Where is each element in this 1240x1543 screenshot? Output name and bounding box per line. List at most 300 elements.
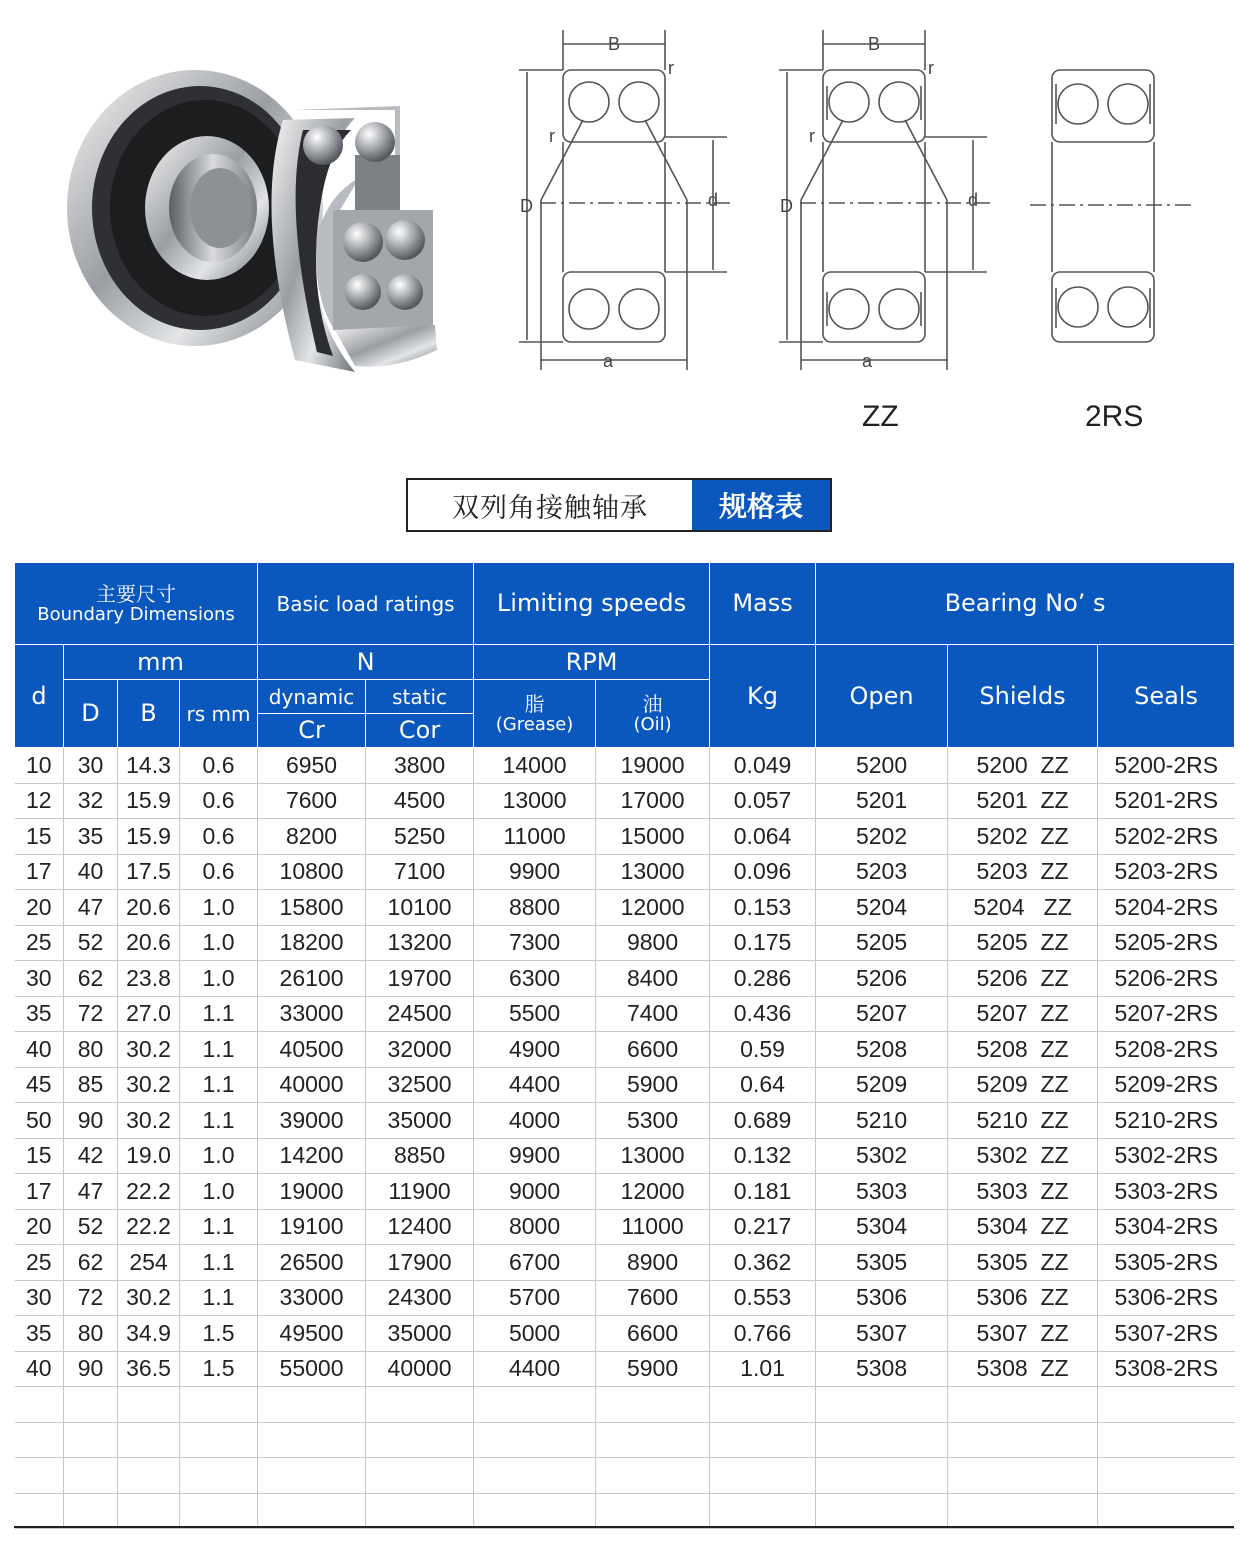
table-cell: 5900 (596, 1067, 710, 1103)
table-cell: 40 (64, 854, 118, 890)
table-cell: 0.286 (710, 961, 816, 997)
table-cell: 5207-2RS (1098, 996, 1235, 1032)
table-row (15, 819, 1235, 855)
table-cell: 5303 ZZ (948, 1174, 1098, 1210)
table-cell: 0.217 (710, 1209, 816, 1245)
table-cell: 5206-2RS (1098, 961, 1235, 997)
table-cell: 5207 (816, 996, 948, 1032)
spec-table-body (15, 748, 1235, 1529)
table-cell: 30.2 (118, 1032, 180, 1068)
table-cell: 5205 ZZ (948, 925, 1098, 961)
table-cell: 5203 ZZ (948, 854, 1098, 890)
table-cell: 5308 (816, 1351, 948, 1387)
table-cell: 7400 (596, 996, 710, 1032)
table-cell: 32 (64, 783, 118, 819)
table-cell: 17000 (596, 783, 710, 819)
table-cell: 5308 ZZ (948, 1351, 1098, 1387)
table-cell: 5208 (816, 1032, 948, 1068)
table-cell: 0.766 (710, 1316, 816, 1352)
empty-cell (64, 1422, 118, 1458)
table-row (15, 1138, 1235, 1174)
table-cell: 19000 (596, 748, 710, 784)
empty-cell (710, 1422, 816, 1458)
empty-cell (118, 1387, 180, 1423)
table-cell: 0.689 (710, 1103, 816, 1139)
empty-cell (816, 1422, 948, 1458)
table-cell: 7600 (596, 1280, 710, 1316)
table-cell: 8200 (258, 819, 366, 855)
table-cell: 30.2 (118, 1280, 180, 1316)
table-cell: 8800 (474, 890, 596, 926)
table-row (15, 748, 1235, 784)
table-cell: 14000 (474, 748, 596, 784)
table-row (15, 1103, 1235, 1139)
table-cell: 5200 ZZ (948, 748, 1098, 784)
table-cell: 5208 ZZ (948, 1032, 1098, 1068)
empty-cell (366, 1387, 474, 1423)
table-cell: 9800 (596, 925, 710, 961)
table-cell: 5307 ZZ (948, 1316, 1098, 1352)
table-cell: 25 (15, 1245, 64, 1281)
table-cell: 11000 (596, 1209, 710, 1245)
table-cell: 12 (15, 783, 64, 819)
table-cell: 5307-2RS (1098, 1316, 1235, 1352)
dim-label-B-zz: B (868, 34, 881, 54)
table-cell: 5209 (816, 1067, 948, 1103)
table-cell: 49500 (258, 1316, 366, 1352)
variant-label-2rs: 2RS (1085, 400, 1144, 433)
table-cell: 40 (15, 1351, 64, 1387)
empty-row (15, 1387, 1235, 1423)
table-cell: 39000 (258, 1103, 366, 1139)
empty-cell (948, 1422, 1098, 1458)
table-cell: 30 (64, 748, 118, 784)
table-cell: 5303 (816, 1174, 948, 1210)
empty-cell (1098, 1493, 1235, 1529)
table-cell: 35000 (366, 1103, 474, 1139)
table-cell: 4900 (474, 1032, 596, 1068)
table-cell: 14.3 (118, 748, 180, 784)
table-cell: 5700 (474, 1280, 596, 1316)
empty-cell (948, 1458, 1098, 1494)
table-cell: 5302 (816, 1138, 948, 1174)
table-cell: 1.5 (180, 1316, 258, 1352)
table-cell: 72 (64, 1280, 118, 1316)
table-cell: 5201-2RS (1098, 783, 1235, 819)
table-cell: 22.2 (118, 1209, 180, 1245)
bearing-section-drawings (505, 20, 1205, 390)
table-cell: 5203-2RS (1098, 854, 1235, 890)
table-cell: 5000 (474, 1316, 596, 1352)
table-cell: 33000 (258, 996, 366, 1032)
empty-cell (1098, 1422, 1235, 1458)
table-cell: 5300 (596, 1103, 710, 1139)
dim-label-B: B (608, 34, 621, 54)
dim-label-r-inner-zz: r (809, 126, 815, 146)
table-cell: 0.59 (710, 1032, 816, 1068)
table-cell: 5207 ZZ (948, 996, 1098, 1032)
table-cell: 4400 (474, 1351, 596, 1387)
table-cell: 17 (15, 1174, 64, 1210)
table-cell: 50 (15, 1103, 64, 1139)
empty-cell (710, 1458, 816, 1494)
table-cell: 4000 (474, 1103, 596, 1139)
header-boundary (15, 563, 258, 645)
table-cell: 5304 ZZ (948, 1209, 1098, 1245)
table-cell: 9900 (474, 1138, 596, 1174)
table-cell: 52 (64, 925, 118, 961)
table-cell: 0.553 (710, 1280, 816, 1316)
header-rpm: RPM (474, 645, 710, 680)
table-cell: 18200 (258, 925, 366, 961)
table-cell: 17.5 (118, 854, 180, 890)
table-cell: 40500 (258, 1032, 366, 1068)
table-cell: 1.0 (180, 1174, 258, 1210)
header-mm: mm (64, 645, 258, 680)
table-cell: 0.6 (180, 783, 258, 819)
table-cell: 0.181 (710, 1174, 816, 1210)
title-sub: 规格表 (692, 480, 830, 530)
table-cell: 1.1 (180, 1032, 258, 1068)
table-cell: 5302-2RS (1098, 1138, 1235, 1174)
table-cell: 3800 (366, 748, 474, 784)
empty-cell (474, 1387, 596, 1423)
table-cell: 1.1 (180, 1245, 258, 1281)
table-cell: 8400 (596, 961, 710, 997)
table-cell: 5305 (816, 1245, 948, 1281)
table-cell: 10 (15, 748, 64, 784)
table-cell: 90 (64, 1351, 118, 1387)
table-cell: 8000 (474, 1209, 596, 1245)
bearing-photo (55, 60, 445, 380)
dim-label-r-outer: r (668, 58, 674, 78)
header-static: static (366, 680, 474, 714)
header-oil-cn: 油 (642, 691, 663, 716)
empty-cell (64, 1458, 118, 1494)
table-cell: 32000 (366, 1032, 474, 1068)
table-cell: 26500 (258, 1245, 366, 1281)
table-cell: 5200 (816, 748, 948, 784)
table-cell: 52 (64, 1209, 118, 1245)
empty-cell (180, 1422, 258, 1458)
table-cell: 1.0 (180, 890, 258, 926)
table-cell: 5204 (816, 890, 948, 926)
dim-label-D-zz: D (780, 196, 793, 216)
table-cell: 11900 (366, 1174, 474, 1210)
table-row (15, 925, 1235, 961)
empty-cell (366, 1422, 474, 1458)
table-cell: 34.9 (118, 1316, 180, 1352)
table-cell: 62 (64, 1245, 118, 1281)
table-cell: 20 (15, 1209, 64, 1245)
table-cell: 13000 (596, 1138, 710, 1174)
table-cell: 0.6 (180, 854, 258, 890)
table-cell: 62 (64, 961, 118, 997)
table-cell: 1.1 (180, 996, 258, 1032)
table-cell: 11000 (474, 819, 596, 855)
header-shields: Shields (948, 645, 1098, 748)
header-dynamic: dynamic (258, 680, 366, 714)
table-cell: 5303-2RS (1098, 1174, 1235, 1210)
table-cell: 30 (15, 961, 64, 997)
table-cell: 19700 (366, 961, 474, 997)
empty-cell (596, 1493, 710, 1529)
empty-cell (15, 1458, 64, 1494)
variant-label-zz: ZZ (862, 400, 899, 433)
table-cell: 47 (64, 1174, 118, 1210)
table-cell: 5210-2RS (1098, 1103, 1235, 1139)
title-main: 双列角接触轴承 (452, 492, 648, 524)
table-cell: 1.1 (180, 1103, 258, 1139)
table-row (15, 1351, 1235, 1387)
table-cell: 19.0 (118, 1138, 180, 1174)
table-cell: 42 (64, 1138, 118, 1174)
header-seals: Seals (1098, 645, 1235, 748)
table-cell: 0.436 (710, 996, 816, 1032)
table-cell: 0.132 (710, 1138, 816, 1174)
table-cell: 5306 ZZ (948, 1280, 1098, 1316)
table-cell: 24500 (366, 996, 474, 1032)
table-cell: 5210 (816, 1103, 948, 1139)
empty-row (15, 1493, 1235, 1529)
table-cell: 5306 (816, 1280, 948, 1316)
dim-label-r-outer-zz: r (928, 58, 934, 78)
header-grease (474, 680, 596, 748)
table-cell: 5308-2RS (1098, 1351, 1235, 1387)
empty-cell (118, 1422, 180, 1458)
spec-table (14, 562, 1235, 1529)
table-cell: 0.057 (710, 783, 816, 819)
table-cell: 4400 (474, 1067, 596, 1103)
empty-cell (1098, 1458, 1235, 1494)
table-cell: 22.2 (118, 1174, 180, 1210)
table-cell: 5205-2RS (1098, 925, 1235, 961)
table-cell: 0.096 (710, 854, 816, 890)
table-cell: 6600 (596, 1032, 710, 1068)
table-cell: 30 (15, 1280, 64, 1316)
empty-cell (15, 1422, 64, 1458)
empty-cell (816, 1458, 948, 1494)
table-cell: 5202-2RS (1098, 819, 1235, 855)
dim-label-r-inner: r (549, 126, 555, 146)
table-row (15, 1032, 1235, 1068)
table-cell: 5500 (474, 996, 596, 1032)
table-row (15, 1280, 1235, 1316)
table-cell: 80 (64, 1032, 118, 1068)
table-cell: 90 (64, 1103, 118, 1139)
table-cell: 5205 (816, 925, 948, 961)
table-cell: 5306-2RS (1098, 1280, 1235, 1316)
table-cell: 0.049 (710, 748, 816, 784)
table-cell: 40000 (258, 1067, 366, 1103)
empty-cell (258, 1493, 366, 1529)
table-row (15, 1209, 1235, 1245)
table-cell: 20 (15, 890, 64, 926)
table-cell: 5204 ZZ (948, 890, 1098, 926)
table-cell: 35 (64, 819, 118, 855)
table-cell: 13000 (596, 854, 710, 890)
empty-cell (64, 1493, 118, 1529)
header-open: Open (816, 645, 948, 748)
header-kg: Kg (710, 645, 816, 748)
header-boundary-en: Boundary Dimensions (37, 603, 235, 625)
table-cell: 30.2 (118, 1103, 180, 1139)
empty-cell (180, 1458, 258, 1494)
table-cell: 1.01 (710, 1351, 816, 1387)
table-cell: 10800 (258, 854, 366, 890)
table-cell: 15 (15, 819, 64, 855)
empty-cell (64, 1387, 118, 1423)
table-cell: 32500 (366, 1067, 474, 1103)
dim-label-d: d (708, 190, 719, 210)
header-boundary-cn: 主要尺寸 (96, 581, 177, 606)
table-cell: 5203 (816, 854, 948, 890)
table-row (15, 783, 1235, 819)
dim-label-D: D (520, 196, 533, 216)
empty-cell (15, 1493, 64, 1529)
empty-cell (366, 1493, 474, 1529)
spec-table-title (406, 478, 832, 532)
empty-cell (816, 1493, 948, 1529)
table-cell: 5200-2RS (1098, 748, 1235, 784)
header-mass: Mass (710, 563, 816, 645)
table-cell: 5201 (816, 783, 948, 819)
table-cell: 5209 ZZ (948, 1067, 1098, 1103)
table-cell: 5208-2RS (1098, 1032, 1235, 1068)
empty-cell (258, 1422, 366, 1458)
table-cell: 5302 ZZ (948, 1138, 1098, 1174)
table-cell: 35000 (366, 1316, 474, 1352)
empty-cell (1098, 1387, 1235, 1423)
empty-cell (180, 1493, 258, 1529)
empty-cell (710, 1387, 816, 1423)
empty-cell (258, 1387, 366, 1423)
table-cell: 15000 (596, 819, 710, 855)
table-cell: 0.64 (710, 1067, 816, 1103)
table-cell: 72 (64, 996, 118, 1032)
empty-cell (366, 1458, 474, 1494)
table-cell: 8900 (596, 1245, 710, 1281)
header-oil-en: (Oil) (633, 713, 672, 735)
table-cell: 5202 ZZ (948, 819, 1098, 855)
table-cell: 13000 (474, 783, 596, 819)
table-cell: 13200 (366, 925, 474, 961)
table-cell: 1.0 (180, 961, 258, 997)
empty-cell (258, 1458, 366, 1494)
header-rs: rs mm (180, 680, 258, 748)
table-cell: 15 (15, 1138, 64, 1174)
empty-cell (596, 1458, 710, 1494)
header-oil (596, 680, 710, 748)
table-cell: 40000 (366, 1351, 474, 1387)
table-cell: 26100 (258, 961, 366, 997)
table-cell: 6300 (474, 961, 596, 997)
bottom-rule (14, 1526, 1234, 1528)
empty-cell (474, 1422, 596, 1458)
table-cell: 35 (15, 996, 64, 1032)
table-cell: 15.9 (118, 783, 180, 819)
table-cell: 1.0 (180, 1138, 258, 1174)
empty-cell (474, 1493, 596, 1529)
table-cell: 0.153 (710, 890, 816, 926)
header-bearing: Bearing No’ s (816, 563, 1235, 645)
table-row (15, 854, 1235, 890)
table-cell: 5305 ZZ (948, 1245, 1098, 1281)
table-row (15, 1316, 1235, 1352)
table-cell: 6950 (258, 748, 366, 784)
table-cell: 0.6 (180, 819, 258, 855)
dim-label-a-zz: a (862, 351, 873, 371)
table-cell: 24300 (366, 1280, 474, 1316)
table-cell: 4500 (366, 783, 474, 819)
header-d: d (15, 645, 64, 748)
table-cell: 19000 (258, 1174, 366, 1210)
table-cell: 20.6 (118, 890, 180, 926)
table-cell: 5307 (816, 1316, 948, 1352)
table-cell: 5204-2RS (1098, 890, 1235, 926)
table-cell: 15800 (258, 890, 366, 926)
table-cell: 5304 (816, 1209, 948, 1245)
table-cell: 15.9 (118, 819, 180, 855)
empty-cell (596, 1422, 710, 1458)
empty-row (15, 1422, 1235, 1458)
header-load: Basic load ratings (258, 563, 474, 645)
dim-label-a: a (603, 351, 614, 371)
table-cell: 25 (15, 925, 64, 961)
table-cell: 5305-2RS (1098, 1245, 1235, 1281)
table-cell: 80 (64, 1316, 118, 1352)
table-cell: 7100 (366, 854, 474, 890)
table-cell: 5206 (816, 961, 948, 997)
table-cell: 30.2 (118, 1067, 180, 1103)
table-cell: 36.5 (118, 1351, 180, 1387)
table-cell: 5201 ZZ (948, 783, 1098, 819)
table-cell: 1.1 (180, 1067, 258, 1103)
header-cor: Cor (366, 714, 474, 748)
table-cell: 12000 (596, 1174, 710, 1210)
table-row (15, 1174, 1235, 1210)
table-cell: 17 (15, 854, 64, 890)
table-cell: 12400 (366, 1209, 474, 1245)
table-cell: 23.8 (118, 961, 180, 997)
header-N: N (258, 645, 474, 680)
header-speeds: Limiting speeds (474, 563, 710, 645)
table-cell: 17900 (366, 1245, 474, 1281)
empty-cell (118, 1458, 180, 1494)
table-cell: 0.362 (710, 1245, 816, 1281)
table-cell: 5210 ZZ (948, 1103, 1098, 1139)
table-cell: 8850 (366, 1138, 474, 1174)
table-row (15, 961, 1235, 997)
table-cell: 85 (64, 1067, 118, 1103)
empty-cell (816, 1387, 948, 1423)
table-cell: 55000 (258, 1351, 366, 1387)
table-row (15, 1245, 1235, 1281)
table-cell: 7600 (258, 783, 366, 819)
table-cell: 5202 (816, 819, 948, 855)
table-cell: 0.064 (710, 819, 816, 855)
empty-cell (710, 1493, 816, 1529)
table-cell: 33000 (258, 1280, 366, 1316)
empty-cell (180, 1387, 258, 1423)
empty-cell (474, 1458, 596, 1494)
empty-cell (15, 1387, 64, 1423)
header-D: D (64, 680, 118, 748)
table-cell: 5206 ZZ (948, 961, 1098, 997)
table-cell: 7300 (474, 925, 596, 961)
header-cr: Cr (258, 714, 366, 748)
empty-cell (118, 1493, 180, 1529)
